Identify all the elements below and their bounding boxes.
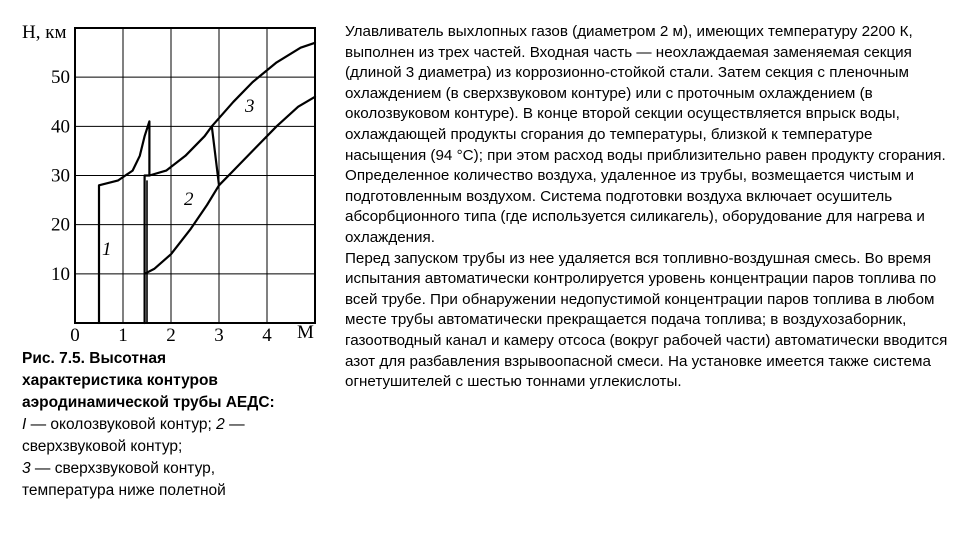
series-group <box>99 43 315 323</box>
grid <box>75 28 315 323</box>
y-tick-label: 50 <box>51 67 70 89</box>
figure-caption <box>22 348 332 502</box>
paragraph-2: Перед запуском трубы из нее удаляется вся топливно-воздушная смесь. Во время испытания автоматически контролируется уровень концентрации паров топлива по всей трубе. При обнаружении недопустимой концентрации паров топлива в любом месте трубы автоматически прекращается подача топлива; в воздухозаборник, газоотводный канал и камеру отсоса (вокруг рабочей части) автоматически вводится азот для разбавления взрывоопасной смеси. На установке имеется также система огнетушителей с шестью тоннами углекислоты. <box>345 249 948 391</box>
y-tick-label: 40 <box>51 116 70 138</box>
series-line-1 <box>99 121 149 323</box>
caption-line-6 <box>22 458 332 480</box>
series-line-3 <box>149 43 315 176</box>
x-tick-label: 2 <box>166 325 176 343</box>
curve-label-1: 1 <box>102 239 112 260</box>
caption-title-line-3: аэродинамической трубы АЕДС: <box>22 394 275 411</box>
curve-label-2: 2 <box>184 189 194 210</box>
caption-item2-num: 2 <box>216 416 225 433</box>
caption-title-line-2: характеристика контуров <box>22 372 218 389</box>
altitude-chart <box>10 8 335 343</box>
y-tick-label: 20 <box>51 214 70 236</box>
caption-item1-text: — околозвуковой контур; <box>26 416 217 433</box>
chart-svg <box>10 8 335 343</box>
caption-title-line-1: Рис. 7.5. Высотная <box>22 350 167 367</box>
x-tick-label: 3 <box>214 325 224 343</box>
caption-item3-text: — сверхзвуковой контур, <box>30 460 216 477</box>
caption-line-7: температура ниже полетной <box>22 482 226 499</box>
caption-item3-num: 3 <box>22 460 31 477</box>
curve-label-3: 3 <box>245 96 255 117</box>
caption-item2-text: — <box>224 416 245 433</box>
x-tick-label: 4 <box>262 325 272 343</box>
y-axis-label: H, км <box>22 22 67 43</box>
x-tick-label: 1 <box>118 325 128 343</box>
y-tick-label: 10 <box>51 263 70 285</box>
paragraph-1: Улавливатель выхлопных газов (диаметром 2 м), имеющих температуру 2200 К, выполнен из трех частей. Входная часть — неохлаждаемая заменяемая секция (длиной 3 диаметра) из коррозионно-стойкой стали. Затем секция с пленочным охлаждением (в сверхзвуковом контуре) или с проточным охлаждением (в околозвуковом контуре). В конце второй секции осуществляется впрыск воды, охлаждающей продукты сгорания до температуры, близкой к температуре насыщения (94 °С); при этом расход воды приблизительно равен продукту сгорания. Определенное количество воздуха, удаленное из трубы, возмещается чистым и подготовленным воздухом. Система подготовки воздуха включает осушитель абсорбционного типа (где используется силикагель), оборудование для нагрева и охлаждения. <box>345 23 946 246</box>
body-text <box>345 22 950 393</box>
y-tick-label: 30 <box>51 165 70 187</box>
caption-line-4 <box>22 414 332 436</box>
caption-line-5: сверхзвуковой контур; <box>22 438 183 455</box>
series-line-connector <box>212 126 219 185</box>
tick-labels <box>51 67 272 343</box>
x-tick-label: 0 <box>70 325 80 343</box>
series-line-2 <box>145 97 315 274</box>
caption-item1-num: I <box>22 416 27 433</box>
x-axis-label: M <box>297 322 314 343</box>
